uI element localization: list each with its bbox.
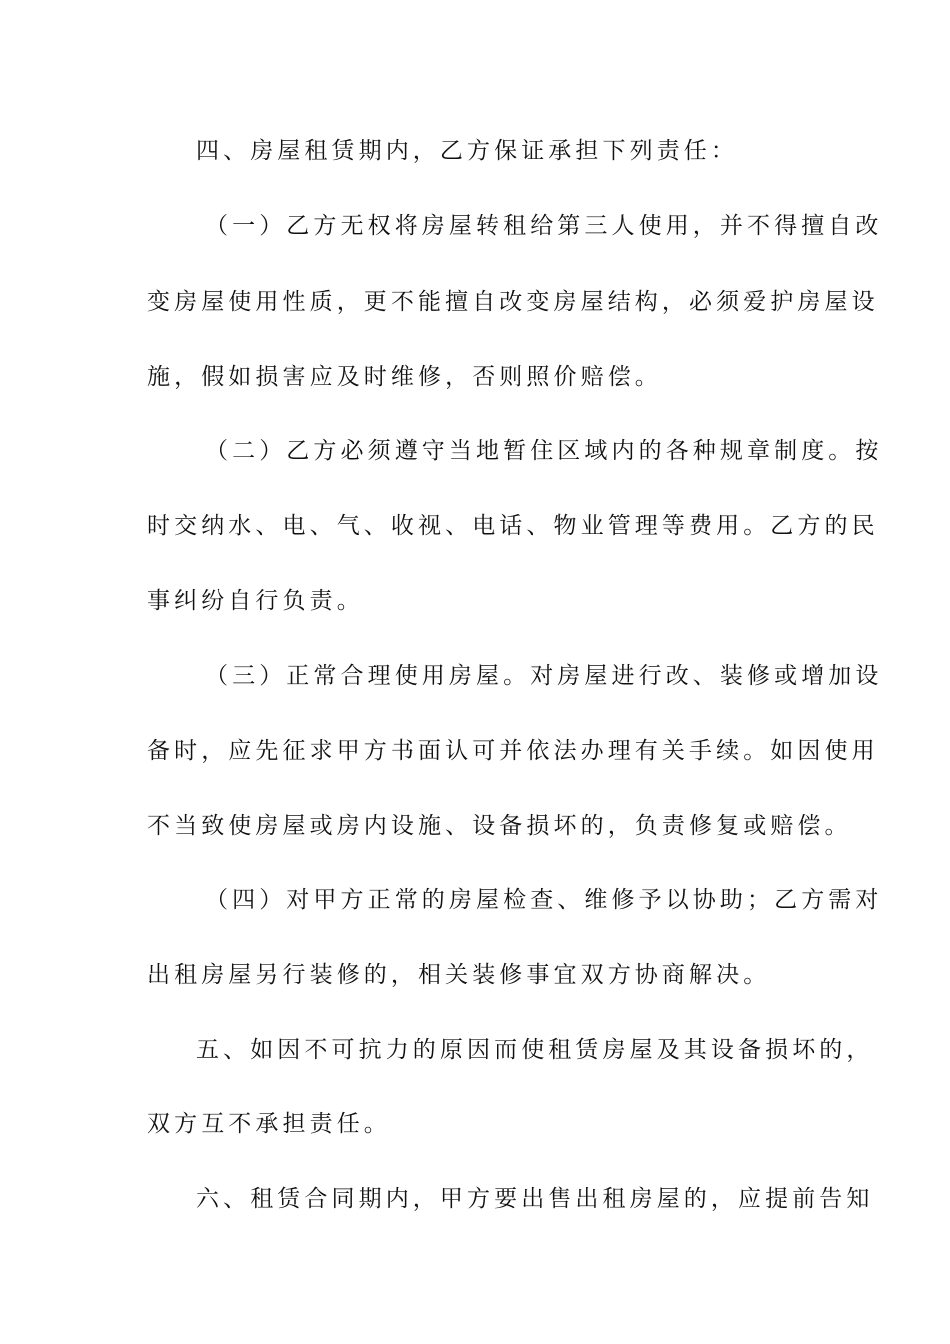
clause-4-1-line-2: 变房屋使用性质，更不能擅自改变房屋结构，必须爱护房屋设 bbox=[147, 289, 879, 315]
clause-4-1-line-1: （一）乙方无权将房屋转租给第三人使用，并不得擅自改 bbox=[205, 213, 883, 239]
clause-4-3-line-3: 不当致使房屋或房内设施、设备损坏的，负责修复或赔偿。 bbox=[147, 813, 852, 839]
clause-4-2-line-1: （二）乙方必须遵守当地暂住区域内的各种规章制度。按 bbox=[205, 438, 883, 464]
clause-4-heading: 四、房屋租赁期内，乙方保证承担下列责任： bbox=[196, 138, 738, 164]
clause-5-line-1: 五、如因不可抗力的原因而使租赁房屋及其设备损坏的， bbox=[196, 1037, 874, 1063]
clause-4-3-line-2: 备时，应先征求甲方书面认可并依法办理有关手续。如因使用 bbox=[147, 738, 879, 764]
clause-4-4-line-1: （四）对甲方正常的房屋检查、维修予以协助；乙方需对 bbox=[205, 887, 883, 913]
clause-4-4-line-2: 出租房屋另行装修的，相关装修事宜双方协商解决。 bbox=[147, 962, 771, 988]
clause-4-1-line-3: 施，假如损害应及时维修，否则照价赔偿。 bbox=[147, 364, 662, 390]
clause-4-2-line-2: 时交纳水、电、气、收视、电话、物业管理等费用。乙方的民 bbox=[147, 513, 879, 539]
clause-5-line-2: 双方互不承担责任。 bbox=[147, 1111, 391, 1137]
clause-4-3-line-1: （三）正常合理使用房屋。对房屋进行改、装修或增加设 bbox=[205, 663, 883, 689]
clause-4-2-line-3: 事纠纷自行负责。 bbox=[147, 588, 364, 614]
clause-6-line-1: 六、租赁合同期内，甲方要出售出租房屋的，应提前告知 bbox=[196, 1186, 874, 1212]
